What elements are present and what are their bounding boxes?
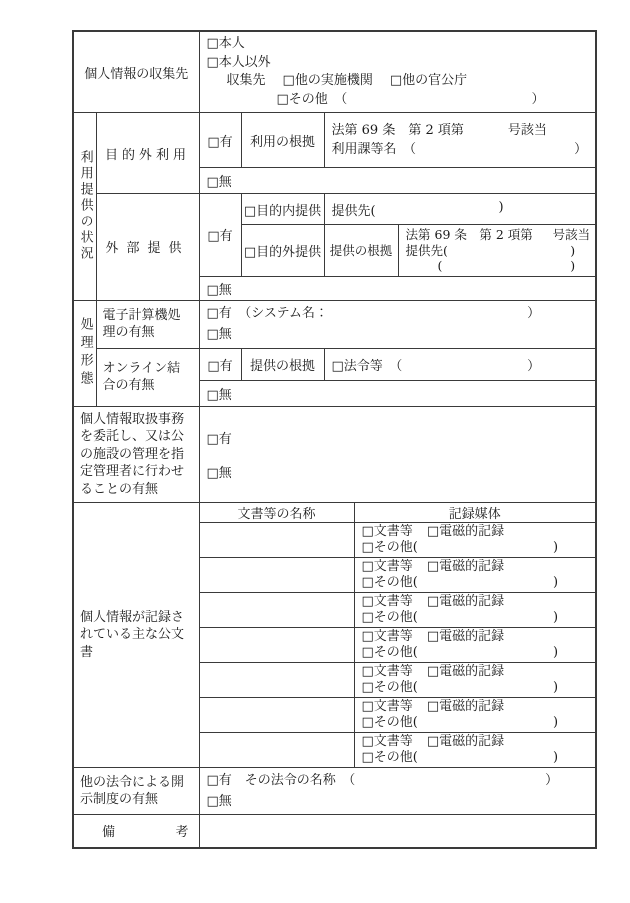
horei-kaiji-content-cell <box>199 768 596 815</box>
media-sonota-close-paren: ) <box>553 575 559 590</box>
media-sonota-close-paren: ) <box>553 680 559 695</box>
riyo-konkyo-detail-cell <box>324 113 596 168</box>
horei-kaiji-row <box>73 768 596 815</box>
checkbox-honnin[interactable]: □本人 <box>206 36 245 51</box>
biko-content-cell <box>199 815 596 848</box>
checkbox-bunshoto[interactable]: □文書等 <box>361 734 413 749</box>
checkbox-mokutekigai-riyo-ari[interactable]: □有 <box>199 113 241 168</box>
checkbox-denjiteki-kiroku[interactable]: □電磁的記録 <box>426 524 505 539</box>
checkbox-denjiteki-kiroku[interactable]: □電磁的記録 <box>426 699 505 714</box>
media-sonota-close-paren: ) <box>553 750 559 765</box>
biko-label-right: 考 <box>175 825 189 841</box>
teikyosaki-close-paren: ) <box>498 199 504 215</box>
itaku-label: 個人情報取扱事務を委託し、又は公の施設の管理を指定管理者に行わせることの有無 <box>73 406 199 503</box>
checkbox-denshi-nashi[interactable]: □無 <box>206 327 232 342</box>
denshi-keisanki-row <box>73 300 596 348</box>
media-sonota-close-paren: ) <box>553 715 559 730</box>
document-name-cell <box>199 593 354 628</box>
teikyosaki-label: 提供先( <box>331 203 376 219</box>
checkbox-bunshoto[interactable]: □文書等 <box>361 699 413 714</box>
checkbox-gaibu-teikyo-ari[interactable]: □有 <box>199 194 241 277</box>
media-sonota-close-paren: ) <box>553 610 559 625</box>
checkbox-media-sonota[interactable]: □その他( <box>361 540 418 555</box>
teikyo-saki3-close-paren: ) <box>570 258 576 273</box>
biko-row <box>73 815 596 848</box>
checkbox-itaku-nashi[interactable]: □無 <box>206 465 232 481</box>
media-sonota-close-paren: ) <box>553 540 559 555</box>
mokutekigai-riyo-ari-row <box>73 113 596 168</box>
itaku-row <box>73 406 596 503</box>
checkbox-bunshoto[interactable]: □文書等 <box>361 524 413 539</box>
checkbox-kaiji-ari[interactable]: □有 その法令の名称 （ <box>206 773 356 788</box>
riyo-law-suffix: 号該当 <box>507 123 547 138</box>
side-label-riyo-teikyo: 利用提供の状況 <box>77 150 93 263</box>
denshi-keisanki-content-cell <box>199 300 596 348</box>
online-konkyo-label: 提供の根拠 <box>241 348 324 380</box>
kaiji-close-paren: ） <box>545 773 559 788</box>
teikyo-konkyo-detail-cell <box>398 225 596 277</box>
checkbox-bunshoto[interactable]: □文書等 <box>361 559 413 574</box>
side-label-shori-keitai: 処理形態 <box>77 317 93 389</box>
checkbox-mokutekigai-teikyo[interactable]: □目的外提供 <box>241 225 324 277</box>
checkbox-media-sonota[interactable]: □その他( <box>361 680 418 695</box>
document-name-cell <box>199 628 354 663</box>
teikyo-saki2-close-paren: ) <box>570 242 576 258</box>
media-cell <box>354 628 596 663</box>
checkbox-online-ari[interactable]: □有 <box>199 348 241 380</box>
document-name-cell <box>199 663 354 698</box>
checkbox-bunshoto[interactable]: □文書等 <box>361 664 413 679</box>
media-sonota-close-paren: ) <box>553 645 559 660</box>
biko-label-left: 備 <box>102 825 116 841</box>
checkbox-denshi-ari[interactable]: □有 （システム名： <box>206 306 328 321</box>
teikyo-law-text: 法第 69 条 第 2 項第 <box>405 227 533 242</box>
checkbox-itaku-ari[interactable]: □有 <box>206 431 232 447</box>
checkbox-other-kankocho[interactable]: □他の官公庁 <box>389 73 468 88</box>
checkbox-media-sonota[interactable]: □その他( <box>361 715 418 730</box>
side-label-shori-keitai-cell <box>73 300 96 406</box>
checkbox-collection-sonota[interactable]: □その他 （ <box>276 91 348 107</box>
collection-options-cell <box>199 31 596 113</box>
checkbox-mokutekigai-riyo-nashi[interactable]: □無 <box>199 168 596 194</box>
teikyo-konkyo-label: 提供の根拠 <box>324 225 398 277</box>
teikyo-saki3-open-paren: ( <box>437 258 443 273</box>
collection-dest-label: 収集先 <box>226 73 266 88</box>
teikyosaki-cell <box>324 194 596 225</box>
checkbox-gaibu-teikyo-nashi[interactable]: □無 <box>199 276 596 300</box>
riyo-dept-label: 利用課等名 （ <box>331 142 417 157</box>
media-cell <box>354 593 596 628</box>
collection-source-row <box>73 31 596 113</box>
checkbox-other-jisshi-kikan[interactable]: □他の実施機関 <box>282 73 373 88</box>
checkbox-denjiteki-kiroku[interactable]: □電磁的記録 <box>426 664 505 679</box>
document-name-cell <box>199 733 354 768</box>
media-cell <box>354 733 596 768</box>
checkbox-bunshoto[interactable]: □文書等 <box>361 629 413 644</box>
collection-source-label: 個人情報の収集先 <box>73 31 199 113</box>
document-name-cell <box>199 558 354 593</box>
gaibu-teikyo-mokutekinai-row <box>73 194 596 225</box>
checkbox-media-sonota[interactable]: □その他( <box>361 610 418 625</box>
checkbox-horei[interactable]: □法令等 （ <box>331 358 403 374</box>
media-cell <box>354 698 596 733</box>
online-ketsugo-ari-row <box>73 348 596 380</box>
media-cell <box>354 558 596 593</box>
online-ketsugo-label: オンライン結合の有無 <box>96 348 199 406</box>
kobunsho-label: 個人情報が記録されている主な公文書 <box>73 503 199 768</box>
checkbox-denjiteki-kiroku[interactable]: □電磁的記録 <box>426 594 505 609</box>
checkbox-media-sonota[interactable]: □その他( <box>361 575 418 590</box>
checkbox-kaiji-nashi[interactable]: □無 <box>206 794 232 809</box>
media-cell <box>354 663 596 698</box>
personal-info-form-table <box>72 30 597 849</box>
document-name-cell <box>199 698 354 733</box>
riyo-law-text: 法第 69 条 第 2 項第 <box>331 123 464 138</box>
header-bunsho-meisho: 文書等の名称 <box>199 503 354 523</box>
document-name-cell <box>199 523 354 558</box>
riyo-dept-close-paren: ） <box>574 142 588 157</box>
biko-label-cell <box>73 815 199 848</box>
kobunsho-header-row <box>73 503 596 523</box>
side-label-riyo-teikyo-cell <box>73 113 96 301</box>
horei-close-paren: ） <box>527 358 541 374</box>
denshi-keisanki-label: 電子計算機処理の有無 <box>96 300 199 348</box>
checkbox-bunshoto[interactable]: □文書等 <box>361 594 413 609</box>
teikyo-saki2-label: 提供先( <box>405 242 448 258</box>
checkbox-honnin-igai[interactable]: □本人以外 <box>206 54 271 70</box>
checkbox-denjiteki-kiroku[interactable]: □電磁的記録 <box>426 629 505 644</box>
checkbox-media-sonota[interactable]: □その他( <box>361 750 418 765</box>
checkbox-online-nashi[interactable]: □無 <box>199 380 596 406</box>
teikyo-law-suffix: 号該当 <box>552 227 591 242</box>
itaku-content-cell <box>199 406 596 503</box>
riyo-konkyo-label: 利用の根拠 <box>241 113 324 168</box>
gaibu-teikyo-label: 外部提供 <box>96 194 199 301</box>
collection-sonota-close-paren: ） <box>531 91 545 107</box>
horei-kaiji-label: 他の法令による開示制度の有無 <box>73 768 199 815</box>
online-horei-cell <box>324 348 596 380</box>
checkbox-denjiteki-kiroku[interactable]: □電磁的記録 <box>426 559 505 574</box>
checkbox-media-sonota[interactable]: □その他( <box>361 645 418 660</box>
header-kiroku-baitai: 記録媒体 <box>354 503 596 523</box>
media-cell <box>354 523 596 558</box>
checkbox-denjiteki-kiroku[interactable]: □電磁的記録 <box>426 734 505 749</box>
denshi-close-paren: ） <box>527 306 541 321</box>
mokutekigai-riyo-label: 目的外利用 <box>96 113 199 194</box>
checkbox-mokutekinai-teikyo[interactable]: □目的内提供 <box>241 194 324 225</box>
